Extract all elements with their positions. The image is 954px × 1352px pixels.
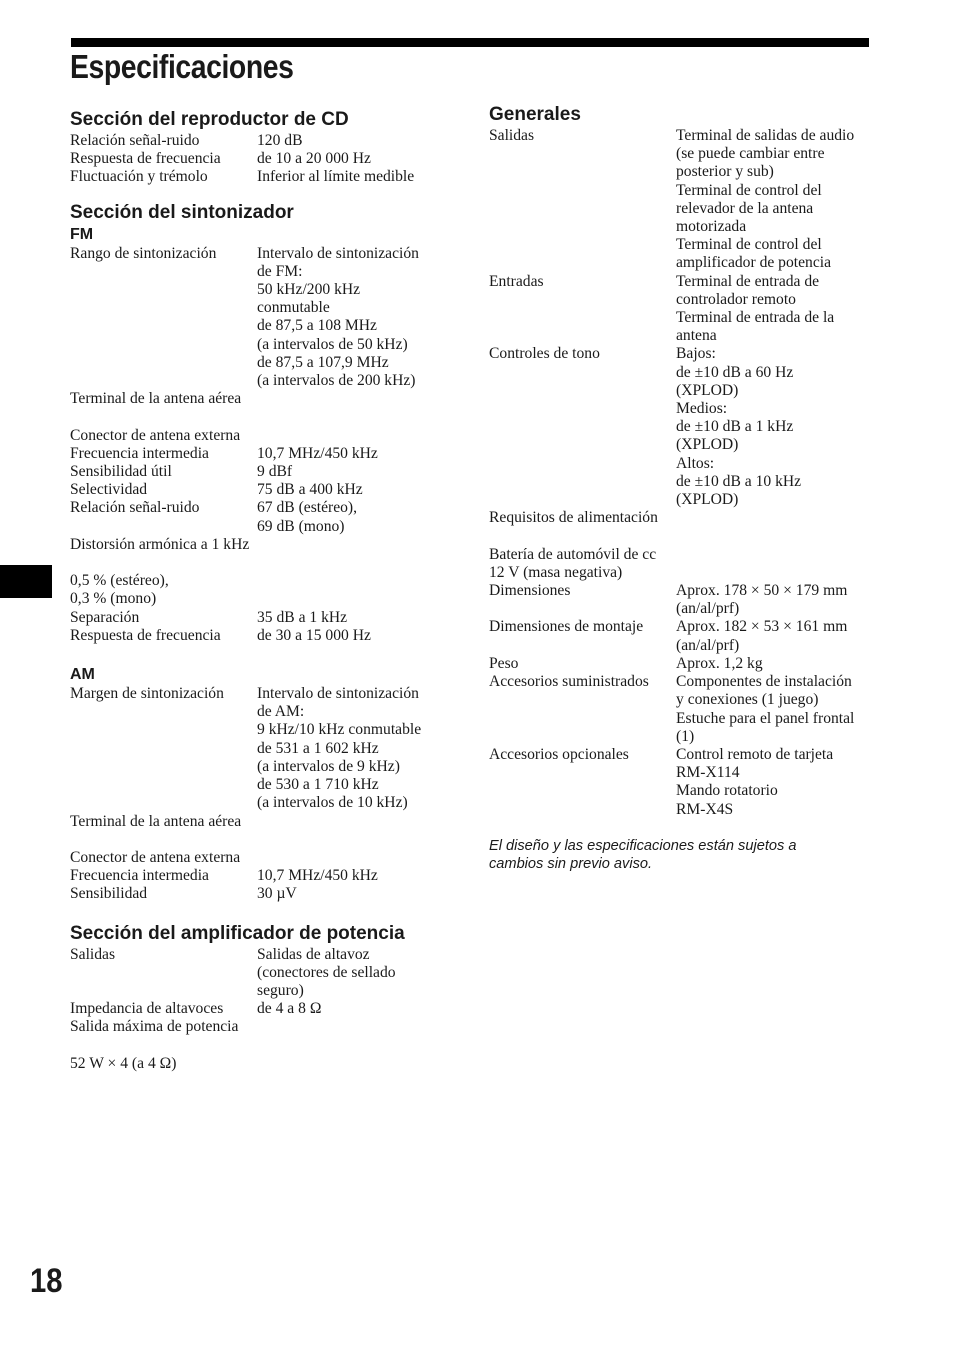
- spec-values: [257, 168, 455, 186]
- spec-value: de 30 a 15 000 Hz: [257, 626, 371, 644]
- spec-value: Terminal de salidas de audio: [676, 127, 855, 144]
- spec-list: [489, 127, 874, 819]
- spec-value: de 4 a 8 Ω: [257, 1000, 322, 1018]
- spec-values: [257, 885, 455, 903]
- spec-label: Dimensiones de montaje: [489, 618, 644, 636]
- spec-label: Impedancia de altavoces: [70, 1000, 224, 1018]
- spec-list: [70, 685, 455, 903]
- spec-value: motorizada: [676, 218, 747, 236]
- spec-value: (a intervalos de 10 kHz): [257, 794, 408, 812]
- spec-value: (a intervalos de 50 kHz): [257, 335, 408, 353]
- spec-value: antena: [676, 327, 717, 345]
- spec-values: [257, 609, 455, 627]
- spec-values: [257, 245, 455, 391]
- spec-values: [257, 481, 455, 499]
- amp-heading: Sección del amplificador de potencia: [70, 922, 405, 944]
- spec-value: 30 µV: [257, 885, 297, 903]
- spec-label: Respuesta de frecuencia: [70, 626, 221, 644]
- left-column: [70, 108, 455, 1073]
- spec-value: de ±10 dB a 60 Hz: [676, 363, 794, 381]
- spec-values: [70, 1037, 455, 1073]
- spec-value: posterior y sub): [676, 163, 774, 181]
- spec-row: [70, 946, 455, 1001]
- spec-values: [257, 150, 455, 168]
- spec-label: Peso: [489, 654, 519, 672]
- spec-value: Inferior al límite medible: [257, 168, 415, 186]
- spec-row: [489, 345, 874, 509]
- spec-value: Conector de antena externa: [70, 848, 241, 866]
- cd-section: [70, 108, 455, 187]
- spec-value: de 531 a 1 602 kHz: [257, 739, 379, 757]
- spec-value: (an/al/prf): [676, 600, 740, 618]
- spec-row: [70, 245, 455, 391]
- spec-values: [257, 867, 455, 885]
- spec-row: [489, 655, 874, 673]
- spec-values: [489, 527, 874, 582]
- note-line: cambios sin previo aviso.: [489, 855, 653, 872]
- spec-value: 9 kHz/10 kHz conmutable: [257, 721, 422, 739]
- spec-value: Aprox. 182 × 53 × 161 mm: [676, 618, 848, 636]
- spec-value: 50 kHz/200 kHz: [257, 281, 361, 299]
- spec-label: Salidas: [489, 127, 535, 144]
- spec-list: [70, 946, 455, 1073]
- spec-value: controlador remoto: [676, 290, 796, 308]
- spec-values: [676, 582, 874, 618]
- spec-row: [70, 132, 455, 150]
- spec-value: Terminal de entrada de la: [676, 309, 835, 327]
- spec-value: de 87,5 a 107,9 MHz: [257, 353, 389, 371]
- spec-row: [70, 445, 455, 463]
- spec-value: (conectores de sellado: [257, 963, 396, 981]
- spec-value: de ±10 dB a 1 kHz: [676, 418, 794, 436]
- spec-label: Separación: [70, 608, 140, 626]
- spec-value: Salidas de altavoz: [257, 945, 370, 963]
- spec-value: amplificador de potencia: [676, 254, 832, 272]
- spec-label: Fluctuación y trémolo: [70, 168, 208, 186]
- spec-value: (a intervalos de 9 kHz): [257, 757, 400, 775]
- spec-value: (XPLOD): [676, 491, 739, 509]
- spec-value: Aprox. 178 × 50 × 179 mm: [676, 582, 848, 600]
- amp-section: [70, 922, 455, 1073]
- page-title: Especificaciones: [70, 48, 294, 85]
- tuner-heading: Sección del sintonizador: [70, 201, 294, 223]
- spec-value: Mando rotatorio: [676, 782, 778, 800]
- spec-values: [257, 463, 455, 481]
- spec-label: Sensibilidad útil: [70, 463, 172, 481]
- spec-value: Intervalo de sintonización: [257, 244, 419, 262]
- spec-row: [70, 481, 455, 499]
- spec-values: [257, 946, 455, 1001]
- spec-list: [70, 245, 455, 645]
- spec-row: [489, 746, 874, 819]
- spec-label: Controles de tono: [489, 345, 600, 363]
- spec-values: [257, 132, 455, 150]
- spec-values: [70, 408, 455, 444]
- spec-row: [70, 685, 455, 812]
- spec-value: (se puede cambiar entre: [676, 145, 825, 163]
- spec-label: Relación señal-ruido: [70, 499, 200, 517]
- spec-value: 9 dBf: [257, 463, 293, 481]
- spec-value: relevador de la antena: [676, 199, 814, 217]
- fm-subheading: FM: [70, 225, 94, 243]
- spec-row: [70, 867, 455, 885]
- spec-label: Sensibilidad: [70, 885, 148, 903]
- spec-value: Estuche para el panel frontal: [676, 709, 855, 727]
- spec-row: [489, 127, 874, 273]
- spec-value: Intervalo de sintonización: [257, 685, 419, 703]
- spec-value: Bajos:: [676, 345, 716, 363]
- spec-value: 69 dB (mono): [257, 517, 345, 535]
- spec-row: [70, 627, 455, 645]
- spec-list: [70, 132, 455, 187]
- spec-row: [489, 509, 874, 582]
- spec-value: 10,7 MHz/450 kHz: [257, 444, 378, 462]
- spec-values: [676, 673, 874, 746]
- spec-value: (an/al/prf): [676, 636, 740, 654]
- spec-row: [70, 536, 455, 609]
- spec-value: Altos:: [676, 454, 715, 472]
- spec-label: Entradas: [489, 272, 544, 290]
- general-section: [489, 103, 874, 819]
- spec-value: Terminal de control del: [676, 236, 822, 254]
- spec-label: Respuesta de frecuencia: [70, 150, 221, 168]
- spec-value: Medios:: [676, 400, 728, 418]
- spec-value: 52 W × 4 (a 4 Ω): [70, 1054, 177, 1072]
- spec-row: [489, 673, 874, 746]
- spec-value: Terminal de entrada de: [676, 272, 820, 290]
- spec-value: Conector de antena externa: [70, 426, 241, 444]
- cd-heading: Sección del reproductor de CD: [70, 109, 349, 130]
- spec-label: Distorsión armónica a 1 kHz: [70, 535, 250, 553]
- spec-value: Control remoto de tarjeta: [676, 745, 834, 763]
- spec-value: 12 V (masa negativa): [489, 563, 623, 581]
- am-subheading: AM: [70, 666, 95, 684]
- spec-row: [489, 582, 874, 618]
- spec-values: [676, 273, 874, 346]
- spec-value: 0,5 % (estéreo),: [70, 572, 169, 590]
- spec-row: [489, 273, 874, 346]
- spec-values: [676, 655, 874, 673]
- spec-values: [676, 127, 874, 273]
- spec-value: de 87,5 a 108 MHz: [257, 317, 377, 335]
- spec-row: [70, 609, 455, 627]
- spec-value: de ±10 dB a 10 kHz: [676, 472, 802, 490]
- spec-label: Margen de sintonización: [70, 685, 224, 703]
- spec-values: [257, 499, 455, 535]
- spec-label: Salida máxima de potencia: [70, 1018, 239, 1036]
- spec-value: RM-X4S: [676, 800, 734, 818]
- spec-label: Frecuencia intermedia: [70, 867, 209, 885]
- spec-values: [257, 685, 455, 812]
- spec-value: (a intervalos de 200 kHz): [257, 372, 416, 390]
- spec-row: [70, 499, 455, 535]
- spec-values: [70, 831, 455, 867]
- spec-value: de 10 a 20 000 Hz: [257, 150, 371, 168]
- spec-label: Accesorios opcionales: [489, 745, 629, 763]
- general-heading: Generales: [489, 104, 581, 125]
- spec-value: 0,3 % (mono): [70, 590, 157, 608]
- spec-row: [70, 1018, 455, 1073]
- spec-values: [257, 445, 455, 463]
- spec-values: [676, 746, 874, 819]
- spec-label: Relación señal-ruido: [70, 132, 200, 149]
- spec-value: 35 dB a 1 kHz: [257, 608, 348, 626]
- spec-label: Requisitos de alimentación: [489, 509, 658, 527]
- spec-row: [489, 618, 874, 654]
- spec-label: Rango de sintonización: [70, 244, 217, 262]
- spec-value: seguro): [257, 981, 304, 999]
- spec-label: Selectividad: [70, 481, 148, 499]
- spec-values: [70, 554, 455, 609]
- spec-value: y conexiones (1 juego): [676, 691, 819, 709]
- spec-values: [676, 618, 874, 654]
- spec-value: 67 dB (estéreo),: [257, 499, 358, 517]
- spec-label: Salidas: [70, 945, 116, 963]
- page-number: 18: [30, 1262, 63, 1300]
- spec-value: 10,7 MHz/450 kHz: [257, 867, 378, 885]
- spec-values: [676, 345, 874, 509]
- spec-label: Terminal de la antena aérea: [70, 812, 242, 830]
- spec-row: [70, 390, 455, 445]
- spec-value: 75 dB a 400 kHz: [257, 481, 363, 499]
- spec-value: Componentes de instalación: [676, 673, 852, 691]
- spec-value: de AM:: [257, 703, 305, 721]
- note-line: El diseño y las especificaciones están sujetos a: [489, 837, 797, 854]
- spec-value: conmutable: [257, 299, 330, 317]
- spec-label: Frecuencia intermedia: [70, 444, 209, 462]
- spec-label: Terminal de la antena aérea: [70, 390, 242, 408]
- spec-value: (XPLOD): [676, 381, 739, 399]
- spec-values: [257, 627, 455, 645]
- spec-row: [70, 885, 455, 903]
- spec-value: Terminal de control del: [676, 181, 822, 199]
- spec-values: [257, 1000, 455, 1018]
- spec-value: RM-X114: [676, 764, 740, 782]
- spec-value: de 530 a 1 710 kHz: [257, 776, 379, 794]
- section-tab-marker: [0, 565, 52, 598]
- spec-value: (XPLOD): [676, 436, 739, 454]
- title-rule: [71, 38, 869, 47]
- spec-value: Batería de automóvil de cc: [489, 545, 657, 563]
- spec-row: [70, 168, 455, 186]
- spec-value: 120 dB: [257, 132, 303, 149]
- spec-value: Aprox. 1,2 kg: [676, 654, 763, 672]
- tuner-section: [70, 201, 455, 904]
- disclaimer-note: [489, 837, 874, 873]
- right-column: [489, 103, 874, 873]
- spec-label: Dimensiones: [489, 582, 571, 600]
- spec-label: Accesorios suministrados: [489, 673, 649, 691]
- spec-value: (1): [676, 727, 695, 745]
- spec-row: [70, 150, 455, 168]
- spec-value: de FM:: [257, 262, 303, 280]
- spec-row: [70, 813, 455, 868]
- spec-row: [70, 1000, 455, 1018]
- spec-row: [70, 463, 455, 481]
